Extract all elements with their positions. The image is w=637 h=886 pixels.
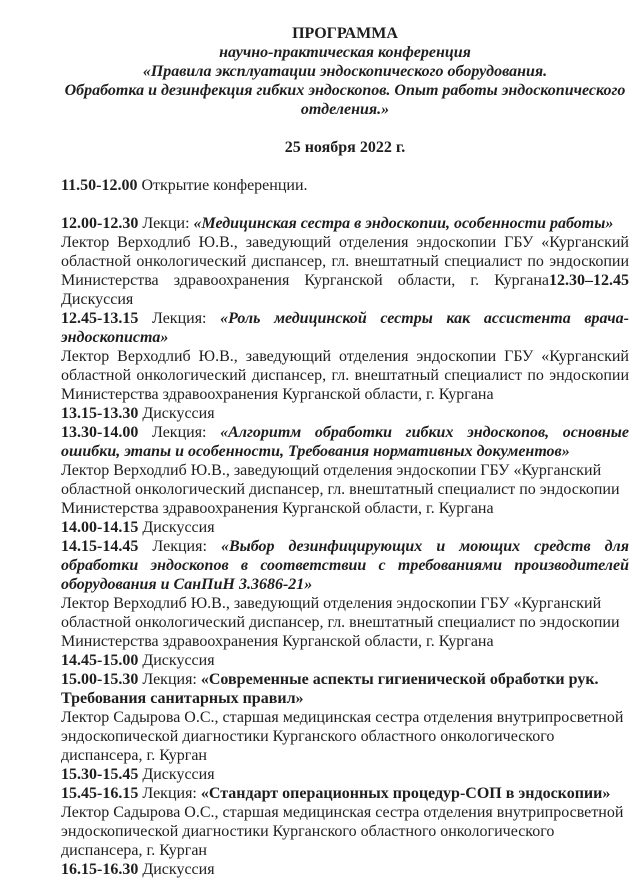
opening-time: 11.50-12.00 <box>61 177 138 194</box>
discussion-time: 13.15-13.30 <box>61 405 139 422</box>
conference-date: 25 ноября 2022 г. <box>284 139 406 156</box>
lecturer-text: Лектор Верходлиб Ю.В., заведующий отделения эндоскопии ГБУ «Курганский областной онкологический диспансер, гл. внештатный специалист по эндоскопии Министерства здравоохранения Курганской области, г. Кургана <box>61 348 629 403</box>
session-heading <box>61 537 629 594</box>
session-lecturer <box>61 803 629 860</box>
spacer <box>61 157 629 176</box>
discussion-time: 16.15-16.30 <box>61 861 139 878</box>
session-time: 12.00-12.30 <box>61 215 139 232</box>
lecturer-text: Лектор Верходлиб Ю.В., заведующий отделения эндоскопии ГБУ «Курганский областной онкологический диспансер, гл. внештатный специалист по эндоскопии Министерства здравоохранения Курганской области, г. Кургана <box>61 462 620 517</box>
session-title: «Медицинская сестра в эндоскопии, особенности работы» <box>193 215 614 232</box>
discussion-row <box>61 651 629 670</box>
session-block-6 <box>61 784 629 879</box>
session-heading <box>61 423 629 461</box>
discussion-label: Дискуссия <box>142 652 215 669</box>
session-title: «Стандарт операционных процедур-СОП в эндоскопии» <box>200 785 611 802</box>
session-type-label: Лекция: <box>151 424 207 441</box>
discussion-label: Дискуссия <box>142 766 215 783</box>
session-heading <box>61 784 629 803</box>
discussion-time: 14.00-14.15 <box>61 519 139 536</box>
session-type-label: Лекция: <box>151 310 207 327</box>
session-type-label: Лекция: <box>142 671 197 688</box>
session-heading <box>61 670 629 708</box>
lecturer-text: Лектор Верходлиб Ю.В., заведующий отделения эндоскопии ГБУ «Курганский областной онкологический диспансер, гл. внештатный специалист по эндоскопии Министерства здравоохранения Курганской области, г. Кургана <box>61 595 620 650</box>
document-subtitle: научно-практическая конференция <box>219 44 471 61</box>
session-heading <box>61 214 629 233</box>
session-title: «Выбор дезинфицирующих и моющих средств для обработки эндоскопов в соответствии с требованиями производителей оборудования и СанПиН 3.3686-21» <box>61 538 630 593</box>
session-lecturer <box>61 233 629 309</box>
discussion-label: Дискуссия <box>142 405 215 422</box>
discussion-label: Дискуссия <box>61 291 134 308</box>
session-type-label: Лекция: <box>142 785 197 802</box>
discussion-row <box>61 860 629 879</box>
session-title: «Алгоритм обработки гибких эндоскопов, основные ошибки, этапы и особенности, Требования нормативных документов» <box>61 424 630 460</box>
discussion-time: 12.30–12.45 <box>549 272 629 289</box>
session-heading <box>61 309 629 347</box>
session-time: 15.45-16.15 <box>61 785 139 802</box>
discussion-time: 15.30-15.45 <box>61 766 139 783</box>
session-time: 14.15-14.45 <box>61 538 139 555</box>
session-block-4 <box>61 537 629 670</box>
session-lecturer <box>61 594 629 651</box>
session-time: 15.00-15.30 <box>61 671 139 688</box>
session-block-3 <box>61 423 629 537</box>
spacer <box>61 119 629 138</box>
session-lecturer <box>61 347 629 404</box>
discussion-label: Дискуссия <box>142 519 215 536</box>
session-block-2 <box>61 309 629 423</box>
lecturer-text: Лектор Верходлиб Ю.В., заведующий отделения эндоскопии ГБУ «Курганский областной онкологический диспансер, гл. внештатный специалист по эндоскопии Министерства здравоохранения Курганской области, г. Кургана <box>61 234 629 289</box>
spacer <box>61 195 629 214</box>
session-time: 13.30-14.00 <box>61 424 139 441</box>
session-lecturer <box>61 461 629 518</box>
session-type-label: Лекция: <box>152 538 207 555</box>
opening-row <box>61 176 629 195</box>
discussion-time: 14.45-15.00 <box>61 652 139 669</box>
lecturer-text: Лектор Садырова О.С., старшая медицинская сестра отделения внутрипросветной эндоскопической диагностики Курганского областного онкологического диспансера, г. Курган <box>61 709 624 764</box>
session-time: 12.45-13.15 <box>61 310 139 327</box>
discussion-row <box>61 765 629 784</box>
lecturer-text: Лектор Садырова О.С., старшая медицинская сестра отделения внутрипросветной эндоскопической диагностики Курганского областного онкологического диспансера, г. Курган <box>61 804 624 859</box>
session-lecturer <box>61 708 629 765</box>
opening-label: Открытие конференции. <box>141 177 308 194</box>
session-block-5 <box>61 670 629 784</box>
session-title: «Роль медицинской сестры как ассистента врача-эндоскописта» <box>61 310 630 346</box>
document-title: ПРОГРАММА <box>292 25 398 42</box>
conference-name-line1: «Правила эксплуатации эндоскопического оборудования. <box>142 63 548 80</box>
discussion-label: Дискуссия <box>142 861 215 878</box>
conference-name-line2: Обработка и дезинфекция гибких эндоскопов. Опыт работы эндоскопического отделения.» <box>64 82 626 118</box>
session-block-1 <box>61 214 629 309</box>
session-title: «Современные аспекты гигиенической обработки рук. Требования санитарных правил» <box>61 671 599 707</box>
discussion-row <box>61 404 629 423</box>
discussion-row <box>61 518 629 537</box>
session-type-label: Лекци: <box>142 215 190 232</box>
